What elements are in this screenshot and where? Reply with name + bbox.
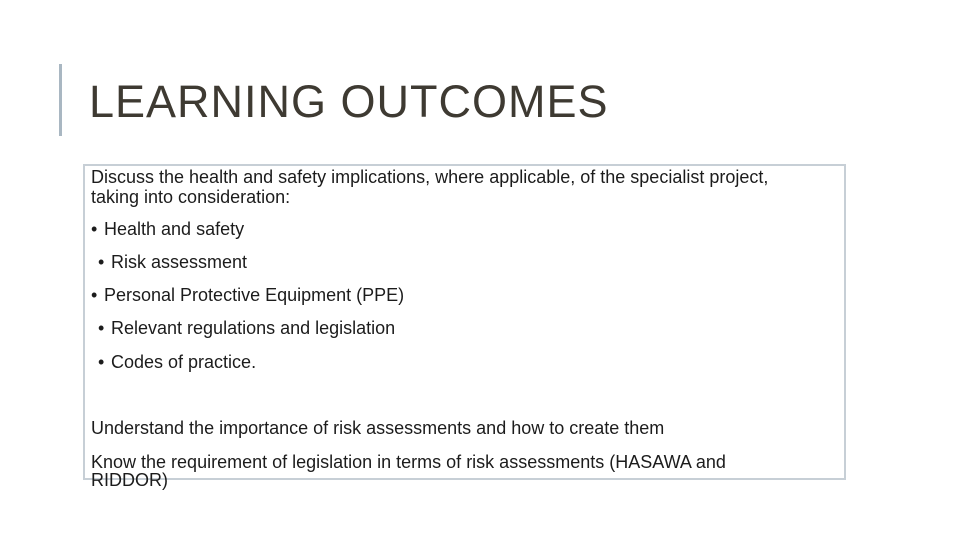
bullet-text: Personal Protective Equipment (PPE) bbox=[104, 285, 405, 305]
title-accent-bar bbox=[59, 64, 62, 136]
bullet-icon: • bbox=[91, 219, 98, 239]
bullet-icon: • bbox=[98, 318, 105, 338]
intro-line-2: taking into consideration: bbox=[91, 187, 291, 207]
list-item bbox=[98, 352, 256, 372]
bullet-icon: • bbox=[98, 252, 105, 272]
list-item bbox=[91, 285, 404, 305]
slide-title: LEARNING OUTCOMES bbox=[89, 76, 609, 127]
intro-line-1: Discuss the health and safety implications, where applicable, of the specialist project, bbox=[91, 167, 769, 187]
bullet-text: Risk assessment bbox=[111, 252, 248, 272]
outcome-2: Understand the importance of risk assessments and how to create them bbox=[91, 418, 665, 438]
list-item bbox=[98, 252, 247, 272]
bullet-text: Relevant regulations and legislation bbox=[111, 318, 396, 338]
bullet-icon: • bbox=[91, 285, 98, 305]
outcome-3-line-2: RIDDOR) bbox=[91, 470, 168, 490]
bullet-icon: • bbox=[98, 352, 105, 372]
bullet-text: Codes of practice. bbox=[111, 352, 257, 372]
list-item bbox=[91, 219, 244, 239]
bullet-text: Health and safety bbox=[104, 219, 245, 239]
outcome-3-line-1: Know the requirement of legislation in terms of risk assessments (HASAWA and bbox=[91, 452, 726, 472]
list-item bbox=[98, 318, 395, 338]
